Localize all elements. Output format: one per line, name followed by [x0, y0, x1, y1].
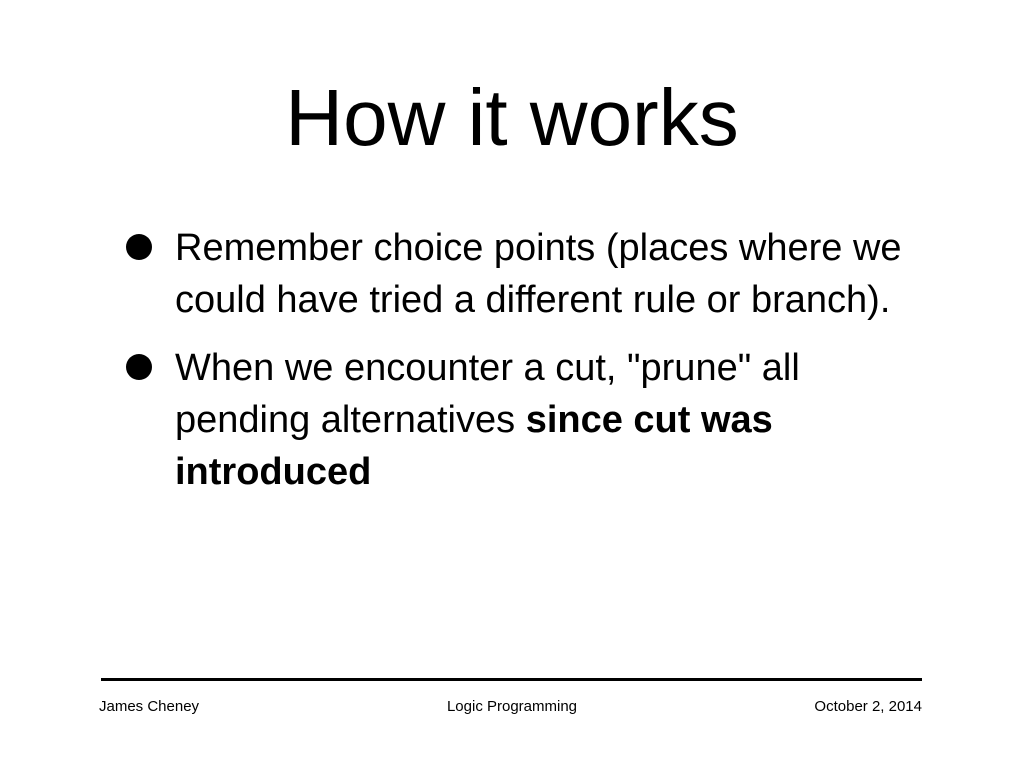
slide-title: How it works — [285, 73, 739, 162]
footer-author: James Cheney — [99, 698, 200, 715]
bullet-list — [126, 222, 926, 514]
footer-date: October 2, 2014 — [814, 698, 922, 715]
bullet-emphasis: since cut was introduced — [175, 399, 773, 493]
bullet-item-choice-points — [126, 222, 926, 326]
bullet-dot-icon — [126, 354, 152, 380]
footer-course: Logic Programming — [446, 698, 578, 715]
bullet-dot-icon — [126, 234, 152, 260]
bullet-text: Remember choice points (places where we could have tried a different rule or branch). — [175, 227, 902, 321]
footer-divider — [101, 678, 922, 681]
bullet-text: When we encounter a cut, "prune" all pending alternatives — [175, 347, 800, 441]
bullet-item-cut — [126, 342, 926, 498]
